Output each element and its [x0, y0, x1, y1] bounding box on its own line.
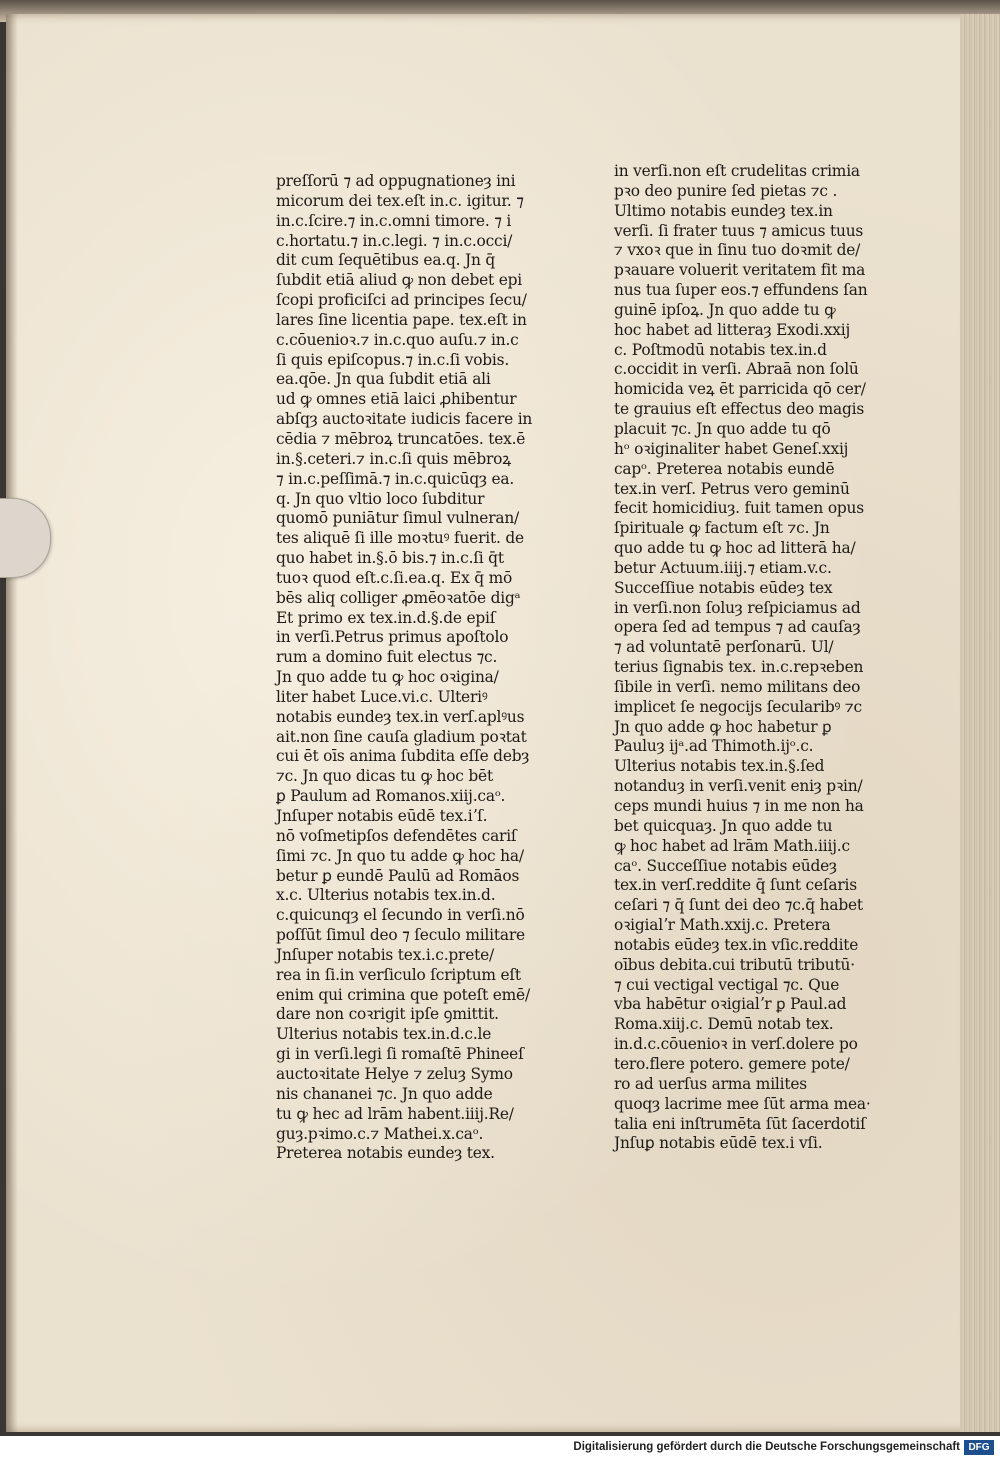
- text-line: cēdia ⁊ mēbroꝝ truncatōes. tex.ē: [276, 429, 526, 448]
- text-line: quomō puniātur ſimul vulneran/: [276, 509, 520, 528]
- text-column-right: [614, 162, 884, 1154]
- text-line: gi in verſi.legi ſi romaſtē Phineeſ: [276, 1045, 524, 1064]
- text-line: bēs aliq colliger ꝓmēoꝛatōe digᵃ: [276, 588, 521, 607]
- text-line: ait.non ſine cauſa gladium poꝛtat: [276, 727, 527, 746]
- text-line: lares ſine licentia pape. tex.eſt in: [276, 310, 527, 329]
- text-line: tero.flere potero. gemere pote/: [614, 1054, 850, 1073]
- text-line: te grauius eſt effectus deo magis: [614, 400, 865, 419]
- text-line: tex.in verſ. Petrus vero geminū: [614, 479, 850, 498]
- text-line: preſſorū ⁊ ad oppugnationeȝ ini: [276, 172, 516, 190]
- text-line: terius ſignabis tex. in.c.repꝛeben: [614, 658, 864, 677]
- text-line: opera ſed ad tempus ⁊ ad cauſaȝ: [614, 618, 861, 637]
- text-line: ea.qōe. Jn qua ſubdit etiā ali: [276, 370, 491, 389]
- text-line: pꝛauare voluerit veritatem fit ma: [614, 261, 866, 280]
- text-line: ſpirituale ꝙ factum eſt ⁊c. Jn: [614, 519, 830, 538]
- text-line: q. Jn quo vltio loco ſubditur: [276, 489, 485, 508]
- text-line: Jnſuꝑ notabis eūdē tex.i vſi.: [614, 1134, 823, 1153]
- text-line: rum a domino fuit electus ⁊c.: [276, 648, 498, 667]
- text-line: tuoꝛ quod eſt.c.ſi.ea.q. Ex q̄ mō: [276, 568, 513, 587]
- text-line: ro ad uerſus arma milites: [614, 1074, 807, 1093]
- text-line: abſqȝ auctoꝛitate iudicis facere in: [276, 410, 533, 429]
- text-line: c.quicunqȝ el ſecundo in verſi.nō: [276, 906, 525, 925]
- text-line: ⁊ vxoꝛ que in ſinu tuo doꝛmit de/: [614, 241, 861, 260]
- text-line: Ultimo notabis eundeȝ tex.in: [614, 201, 833, 220]
- text-line: Roma.xiij.c. Demū notab tex.: [614, 1015, 834, 1034]
- text-line: nis chananei ⁊c. Jn quo adde: [276, 1084, 493, 1103]
- text-line: in.§.ceteri.⁊ in.c.ſi quis mēbroꝝ: [276, 449, 511, 468]
- text-line: enim qui crimina que poteſt emē/: [276, 985, 530, 1004]
- text-line: in.d.c.cōuenioꝛ in verſ.dolere po: [614, 1035, 858, 1054]
- text-line: oībus debita.cui tributū tributū·: [614, 955, 855, 974]
- text-line: vba habētur oꝛigialʼr ꝑ Paul.ad: [614, 995, 847, 1014]
- text-line: c.cōuenioꝛ.⁊ in.c.quo auſu.⁊ in.c: [276, 330, 519, 349]
- text-line: in.c.ſcire.⁊ in.c.omni timore. ⁊ i: [276, 211, 512, 230]
- text-line: tex.in verſ.reddite q̄ ſunt ceſaris: [614, 876, 857, 895]
- text-line: hoc habet ad litteraȝ Exodi.xxij: [614, 320, 851, 339]
- text-line: betur Actuum.iiij.⁊ etiam.v.c.: [614, 558, 832, 577]
- page-stack-edge: [960, 14, 1000, 1432]
- text-line: guinē ipſoꝝ. Jn quo adde tu ꝙ: [614, 300, 836, 319]
- text-line: c.occidit in verſi. Abraā non ſolū: [614, 360, 859, 379]
- text-line: Succeſſiue notabis eūdeȝ tex: [614, 578, 833, 597]
- text-line: ꝙ hoc habet ad lrām Math.iiij.c: [614, 836, 850, 855]
- text-line: c. Poſtmodū notabis tex.in.d: [614, 340, 827, 359]
- text-line: fecit homicidiuȝ. fuit tamen opus: [614, 499, 864, 518]
- text-line: in verſi.Petrus primus apoſtolo: [276, 628, 509, 647]
- text-line: Et primo ex tex.in.d.§.de epiſ: [276, 608, 496, 627]
- funding-credit: Digitalisierung gefördert durch die Deutsche Forschungsgemeinschaft: [573, 1441, 960, 1453]
- text-line: dare non coꝛrigit ipſe ꝯmittit.: [276, 1005, 499, 1024]
- text-line: c.hortatu.⁊ in.c.legi. ⁊ in.c.occi/: [276, 231, 513, 250]
- text-line: in verſi.non ſoluȝ reſpiciamus ad: [614, 598, 861, 617]
- text-line: capᵒ. Preterea notabis eundē: [614, 459, 835, 478]
- text-line: notabis eundeȝ tex.in verſ.aplꝰus: [276, 707, 525, 726]
- text-line: ſi quis epiſcopus.⁊ in.c.ſi vobis.: [276, 350, 510, 369]
- text-line: ceſari ⁊ q̄ ſunt dei deo ⁊c.q̄ habet: [614, 896, 863, 915]
- text-line: x.c. Ulterius notabis tex.in.d.: [276, 886, 496, 905]
- text-line: ꝑ Paulum ad Romanos.xiij.caᵒ.: [276, 787, 506, 806]
- text-line: quo habet in.§.ō bis.⁊ in.c.ſi q̄t: [276, 549, 504, 568]
- text-line: ⁊ cui vectigal vectigal ⁊c. Que: [614, 975, 840, 994]
- text-line: talia eni inſtrumēta ſūt ſacerdotiſ: [614, 1114, 866, 1133]
- text-line: quo adde tu ꝙ hoc ad litterā ha/: [614, 539, 856, 558]
- text-line: ſimi ⁊c. Jn quo tu adde ꝙ hoc ha/: [276, 846, 524, 865]
- text-line: implicet ſe negocijs ſecularibꝰ ⁊c: [614, 697, 862, 716]
- text-line: caᵒ. Succeſſiue notabis eūdeȝ: [614, 856, 837, 875]
- text-line: rea in ſi.in verſiculo ſcriptum eſt: [276, 965, 521, 984]
- text-line: nō voſmetipſos defendētes cariſ: [276, 826, 517, 845]
- gutter-shadow: [6, 14, 18, 1432]
- text-line: ⁊ in.c.peſſimā.⁊ in.c.quicūqȝ ea.: [276, 469, 515, 488]
- text-line: micorum dei tex.eſt in.c. igitur. ⁊: [276, 191, 524, 210]
- text-line: Preterea notabis eundeȝ tex.: [276, 1144, 495, 1163]
- text-line: Pauluȝ ijᵃ.ad Thimoth.ijᵒ.c.: [614, 737, 814, 756]
- text-line: Jn quo adde tu ꝙ hoc oꝛigina/: [276, 668, 499, 687]
- text-line: cui ēt oīs anima ſubdita eſſe debȝ: [276, 747, 530, 766]
- text-line: ⁊ ad voluntatē perſonarū. Ul/: [614, 638, 834, 657]
- text-line: verſi. ſi frater tuus ⁊ amicus tuus: [614, 221, 864, 240]
- text-line: tes aliquē ſi ille moꝛtuꝰ fuerit. de: [276, 529, 524, 548]
- text-line: bet quicquaȝ. Jn quo adde tu: [614, 816, 833, 835]
- text-line: ſibile in verſi. nemo militans deo: [614, 677, 861, 696]
- text-line: dit cum ſequētibus ea.q. Jn q̄: [276, 251, 496, 270]
- text-line: liter habet Luce.vi.c. Ulteriꝰ: [276, 687, 488, 706]
- dfg-logo: DFG: [964, 1440, 994, 1455]
- text-line: guȝ.pꝛimo.c.⁊ Mathei.x.caᵒ.: [276, 1124, 484, 1143]
- text-line: ⁊c. Jn quo dicas tu ꝙ hoc bēt: [276, 767, 493, 786]
- text-line: hᵒ oꝛiginaliter habet Geneſ.xxij: [614, 439, 849, 458]
- text-column-left: [276, 172, 546, 1164]
- text-line: Jnſuper notabis tex.i.c.prete/: [276, 945, 494, 964]
- text-line: poſſūt ſimul deo ⁊ ſeculo militare: [276, 926, 525, 945]
- text-line: ſcopi proficiſci ad principes ſecu/: [276, 291, 527, 310]
- text-line: notabis eūdeȝ tex.in vſic.reddite: [614, 935, 859, 954]
- text-line: notanduȝ in verſi.venit eniȝ pꝛin/: [614, 777, 863, 796]
- text-line: oꝛigialʼr Math.xxij.c. Pretera: [614, 916, 831, 935]
- text-line: in verſi.non eſt crudelitas crimia: [614, 162, 860, 180]
- text-line: nus tua ſuper eos.⁊ effundens ſan: [614, 281, 868, 300]
- text-line: quoqȝ lacrime mee ſūt arma mea·: [614, 1094, 871, 1113]
- text-line: placuit ⁊c. Jn quo adde tu qō: [614, 419, 831, 438]
- text-line: Jn quo adde ꝙ hoc habetur ꝑ: [614, 717, 832, 736]
- text-line: Jnſuper notabis eūdē tex.iʼſ.: [276, 807, 488, 825]
- text-line: ud ꝙ omnes etiā laici ꝓhibentur: [276, 390, 517, 409]
- text-line: ſubdit etiā aliud ꝙ non debet epi: [276, 271, 522, 290]
- text-line: Ulterius notabis tex.in.§.ſed: [614, 757, 825, 776]
- text-line: ceps mundi huius ⁊ in me non ha: [614, 797, 864, 815]
- text-line: tu ꝙ hec ad lrām habent.iiij.Re/: [276, 1104, 514, 1123]
- text-line: betur ꝑ eundē Paulū ad Romāos: [276, 866, 520, 885]
- text-line: pꝛo deo punire ſed pietas ⁊c .: [614, 181, 838, 200]
- text-line: homicida veꝝ ēt parricida qō cer/: [614, 380, 866, 399]
- text-line: auctoꝛitate Helye ⁊ zeluȝ Symo: [276, 1064, 513, 1083]
- text-line: Ulterius notabis tex.in.d.c.le: [276, 1025, 492, 1044]
